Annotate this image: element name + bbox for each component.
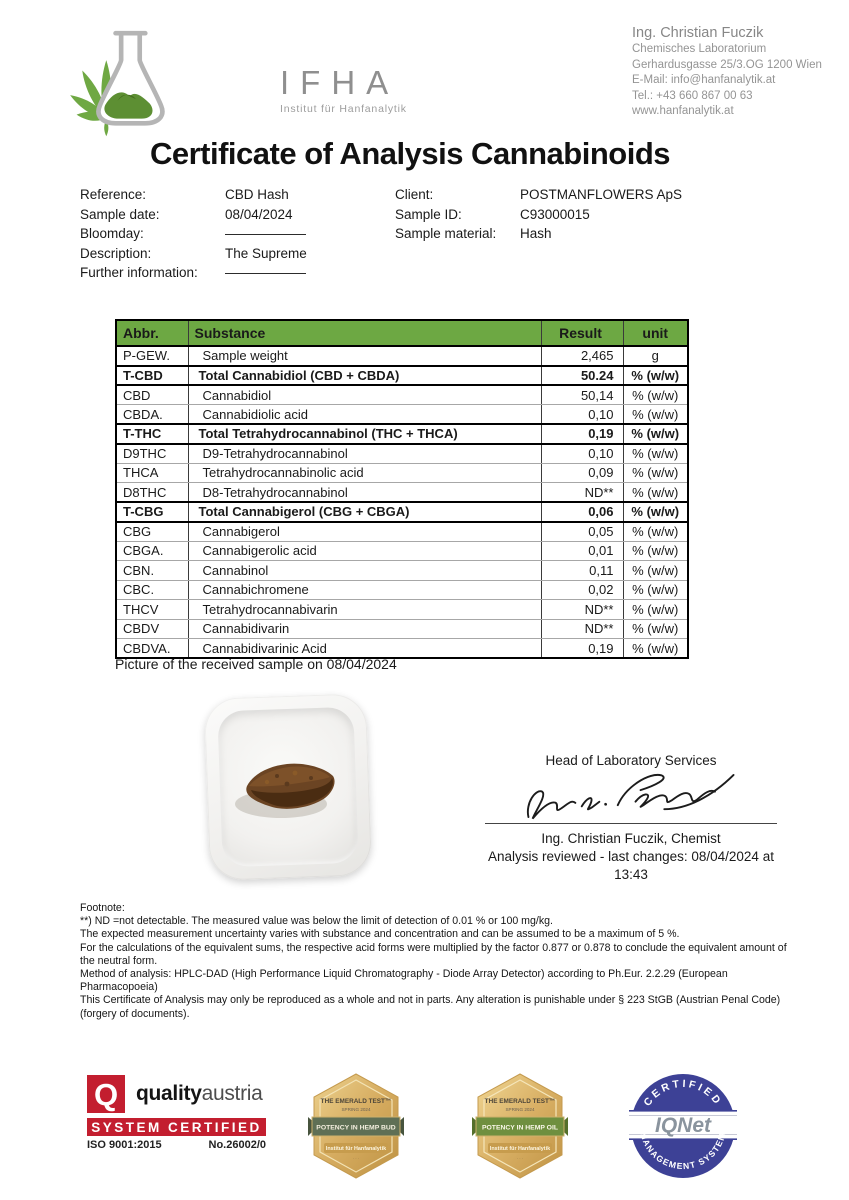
cell-abbr: D9THC [116,444,188,464]
lab-contact-block [632,24,822,120]
cell-abbr: CBC. [116,580,188,600]
picture-caption: Picture of the received sample on 08/04/2024 [115,656,397,672]
info-row [395,224,682,244]
footnote-lines [80,915,798,1021]
info-label: Sample material: [395,226,497,242]
cell-unit: % (w/w) [623,522,688,542]
review-note: Analysis reviewed - last changes: 08/04/2024 at [488,849,774,864]
emerald-bud-line1: THE EMERALD TEST™ [320,1098,392,1105]
sample-info-left [80,185,307,283]
info-value: The Supreme [225,245,307,261]
cell-substance: Total Cannabidiol (CBD + CBDA) [188,366,541,386]
info-row [80,224,307,244]
cell-unit: % (w/w) [623,366,688,386]
cell-abbr: D8THC [116,483,188,503]
table-row [116,463,688,483]
cell-result: 50.24 [541,366,623,386]
table-row [116,424,688,444]
info-label: Sample ID: [395,206,462,222]
contact-lines [632,42,822,120]
cell-result: 2,465 [541,346,623,366]
qa-iso-number: ISO 9001:2015 [87,1139,162,1151]
document-title: Certificate of Analysis Cannabinoids [149,136,671,171]
info-row [80,263,307,283]
info-label: Reference: [80,187,147,202]
contact-line: www.hanfanalytik.at [632,105,734,117]
cell-substance: Sample weight [188,346,541,366]
cell-unit: % (w/w) [623,385,688,405]
cell-result: 0,10 [541,405,623,425]
contact-line: E-Mail: info@hanfanalytik.at [632,74,776,86]
table-row [116,522,688,542]
cell-abbr: CBDA. [116,405,188,425]
info-label: Sample date: [80,206,160,222]
cell-unit: % (w/w) [623,463,688,483]
cell-unit: % (w/w) [623,444,688,464]
qa-brand-bold: quality [136,1082,202,1105]
results-table [115,319,689,659]
signature-block [485,752,777,882]
cell-unit: % (w/w) [623,561,688,581]
footnote-title: Footnote: [80,902,125,914]
footnote-block [80,902,798,1021]
cell-substance: D8-Tetrahydrocannabinol [188,483,541,503]
contact-line: Tel.: +43 660 867 00 63 [632,89,753,102]
info-label: Further information: [80,265,198,281]
qa-cert-number: No.26002/0 [208,1139,266,1151]
cell-substance: Cannabidiolic acid [188,405,541,425]
iqnet-bottom-arc-text: MANAGEMENT SYSTEM [638,1130,728,1172]
cell-unit: % (w/w) [623,405,688,425]
qa-brand-light: austria [201,1082,263,1105]
iqnet-top-arc-text: CERTIFIED [641,1077,725,1109]
cell-unit: % (w/w) [623,600,688,620]
cell-substance: Cannabigerol [188,522,541,542]
cell-substance: Cannabidivarin [188,619,541,639]
cell-abbr: CBG [116,522,188,542]
info-value: 08/04/2024 [225,206,293,222]
cell-substance: D9-Tetrahydrocannabinol [188,444,541,464]
cell-unit: % (w/w) [623,483,688,503]
review-time: 13:43 [614,867,648,882]
hemp-leaf-flask-logo-icon [32,24,227,139]
cell-abbr: T-CBD [116,366,188,386]
info-row [80,205,307,225]
brand-subtitle: Institut für Hanfanalytik [280,103,407,115]
cell-result: ND** [541,619,623,639]
table-row [116,405,688,425]
table-row [116,580,688,600]
cell-unit: % (w/w) [623,619,688,639]
cell-unit: % (w/w) [623,639,688,659]
signature-line [485,823,777,824]
cell-substance: Tetrahydrocannabivarin [188,600,541,620]
table-row [116,346,688,366]
info-row [395,185,682,205]
cell-abbr: CBDVA. [116,639,188,659]
svg-text:· · ·: · · · [352,1156,360,1161]
info-row [80,185,307,205]
cell-abbr: T-CBG [116,502,188,522]
emerald-oil-line2: SPRING 2024 [505,1107,535,1112]
cell-unit: g [623,346,688,366]
cell-abbr: T-THC [116,424,188,444]
column-header-result: Result [541,320,623,346]
table-row [116,541,688,561]
cell-abbr: CBD [116,385,188,405]
emerald-bud-org: Institut für Hanfanalytik [325,1146,387,1152]
contact-line: Chemisches Laboratorium [632,43,767,55]
cell-abbr: P-GEW. [116,346,188,366]
cell-unit: % (w/w) [623,580,688,600]
cell-result: 0,19 [541,639,623,659]
brand-name: IFHA [280,64,400,101]
cell-result: 0,10 [541,444,623,464]
qa-system-certified-bar: SYSTEM CERTIFIED [87,1118,266,1136]
emerald-oil-org: Institut für Hanfanalytik [489,1146,551,1152]
cell-unit: % (w/w) [623,502,688,522]
hash-sample-icon [229,748,349,824]
emerald-test-bud-badge-icon [308,1070,404,1194]
info-label: Client: [395,187,434,202]
table-row [116,444,688,464]
signer-name: Ing. Christian Fuczik, Chemist [541,831,721,846]
table-header-row [116,320,688,346]
cell-result: 0,05 [541,522,623,542]
cell-substance: Total Cannabigerol (CBG + CBGA) [188,502,541,522]
emerald-oil-ribbon-text: POTENCY IN HEMP OIL [481,1124,559,1132]
table-row [116,483,688,503]
info-row [80,244,307,264]
contact-name: Ing. Christian Fuczik [632,25,764,41]
cell-substance: Total Tetrahydrocannabinol (THC + THCA) [188,424,541,444]
sample-info-right [395,185,682,244]
cell-substance: Cannabichromene [188,580,541,600]
emerald-test-oil-badge-icon [472,1070,568,1194]
info-label: Bloomday: [80,226,144,242]
info-row [395,205,682,225]
table-row [116,366,688,386]
cell-result: 0,11 [541,561,623,581]
info-value: POSTMANFLOWERS ApS [520,187,683,202]
info-value: —————— [225,265,306,281]
info-value: CBD Hash [225,187,289,202]
cell-unit: % (w/w) [623,541,688,561]
footnote-line: **) ND =not detectable. The measured value was below the limit of detection of 0.01 % or 100 mg/kg. [80,915,553,928]
column-header-substance: Substance [188,320,541,346]
iqnet-badge-icon [629,1063,737,1189]
contact-line: Gerhardusgasse 25/3.OG 1200 Wien [632,58,822,71]
cell-substance: Cannabigerolic acid [188,541,541,561]
cell-abbr: THCV [116,600,188,620]
column-header-abbr: Abbr. [116,320,188,346]
cell-substance: Cannabinol [188,561,541,581]
svg-text:· · ·: · · · [516,1156,524,1161]
footnote-line: This Certificate of Analysis may only be reproduced as a whole and not in parts. Any alteration is punishable under § 223 StGB (Austrian Penal Code) (forgery of documents). [80,994,781,1020]
iqnet-center-text: IQNet [654,1114,712,1137]
sample-photo [207,696,369,878]
cell-result: 0,19 [541,424,623,444]
brand-wordmark [280,66,407,115]
signer-role: Head of Laboratory Services [545,753,717,768]
quality-austria-q-icon: Q [87,1075,125,1113]
info-label: Description: [80,245,152,261]
cell-result: 0,02 [541,580,623,600]
footnote-line: Method of analysis: HPLC-DAD (High Performance Liquid Chromatography - Diode Array Detector) according to Ph.Eur. 2.2.29 (European Pharmacopoeia) [80,968,728,994]
cell-result: ND** [541,483,623,503]
table-row [116,600,688,620]
footnote-line: For the calculations of the equivalent sums, the respective acid forms were multiplied by the factor 0.877 or 0.878 to conclude the equivalent amount of the neutral form. [80,941,787,967]
cell-substance: Tetrahydrocannabinolic acid [188,463,541,483]
handwritten-signature-icon [513,768,749,824]
table-row [116,619,688,639]
cell-unit: % (w/w) [623,424,688,444]
cell-substance: Cannabidivarinic Acid [188,639,541,659]
cell-result: ND** [541,600,623,620]
cell-abbr: CBGA. [116,541,188,561]
cell-abbr: THCA [116,463,188,483]
table-row [116,502,688,522]
emerald-bud-ribbon-text: POTENCY IN HEMP BUD [316,1124,396,1132]
cell-abbr: CBDV [116,619,188,639]
cell-result: 50,14 [541,385,623,405]
cell-substance: Cannabidiol [188,385,541,405]
quality-austria-badge [87,1075,266,1151]
table-row [116,385,688,405]
cell-result: 0,09 [541,463,623,483]
cell-result: 0,06 [541,502,623,522]
emerald-oil-line1: THE EMERALD TEST™ [484,1098,556,1105]
info-value: —————— [225,226,306,242]
column-header-unit: unit [623,320,688,346]
emerald-bud-line2: SPRING 2024 [341,1107,371,1112]
info-value: Hash [520,226,552,242]
cell-abbr: CBN. [116,561,188,581]
cell-result: 0,01 [541,541,623,561]
table-row [116,561,688,581]
info-value: C93000015 [520,206,590,222]
footnote-line: The expected measurement uncertainty varies with substance and concentration and can be assumed to be a maximum of 5 %. [80,928,680,941]
